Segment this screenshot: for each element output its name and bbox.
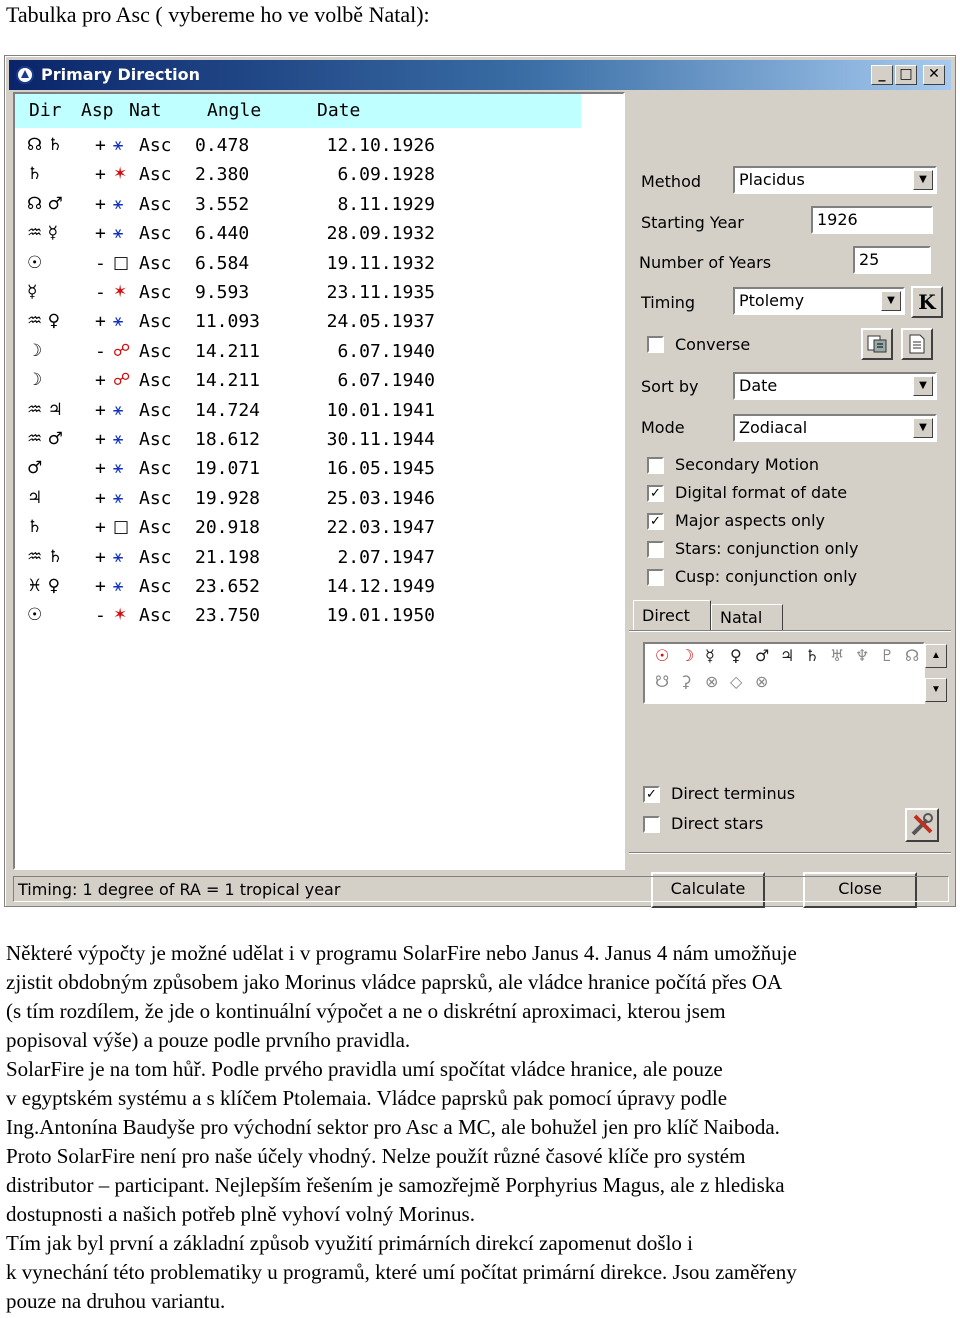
method-label: Method <box>641 172 702 191</box>
nat-cell: Asc <box>139 252 172 274</box>
header-date[interactable]: Date <box>317 100 361 121</box>
list-header <box>15 94 581 128</box>
bottom-divider <box>629 852 951 854</box>
paragraph-line: zjistit obdobným způsobem jako Morinus vládce paprsků, ale vládce hranice počítá přes OA <box>6 970 783 994</box>
dir-cell: ♒ ♄ <box>27 546 63 567</box>
status-bar: Timing: 1 degree of RA = 1 tropical year <box>13 876 949 902</box>
asp-sign-cell: - <box>95 340 106 362</box>
paragraph-line: (s tím rozdílem, že jde o kontinuální výpočet a ne o diskrétní aproximaci, kterou jsem <box>6 999 726 1023</box>
paragraph-line: Proto SolarFire není pro naše účely vhodný. Nelze použít různé časové klíče pro systém <box>6 1144 746 1168</box>
timing-select[interactable] <box>733 287 905 315</box>
date-cell: 12.10.1926 <box>326 135 435 156</box>
angle-cell: 6.440 <box>195 223 250 245</box>
planet-toggle[interactable]: ♀ <box>730 646 742 665</box>
header-nat[interactable]: Nat <box>129 100 162 121</box>
digital-format-label: Digital format of date <box>675 483 848 502</box>
window-title: Primary Direction <box>41 65 200 84</box>
aspect-symbol: ⚹ <box>113 487 124 508</box>
major-aspects-checkbox[interactable]: ✓ <box>647 513 664 530</box>
document-icon <box>905 332 929 356</box>
mode-label: Mode <box>641 418 685 437</box>
date-cell: 6.09.1928 <box>337 164 435 186</box>
scroll-up-button[interactable]: ▲ <box>925 644 947 668</box>
sortby-select[interactable] <box>733 372 937 400</box>
direct-stars-checkbox[interactable] <box>643 816 660 833</box>
settings-panel <box>629 92 951 898</box>
asp-sign-cell: + <box>95 517 106 539</box>
table-row[interactable] <box>15 455 615 484</box>
date-cell: 19.11.1932 <box>326 252 435 274</box>
date-cell: 2.07.1947 <box>337 546 435 568</box>
stars-checkbox[interactable] <box>647 541 664 558</box>
nat-cell: Asc <box>139 487 172 509</box>
asp-sign-cell: + <box>95 576 106 597</box>
cusp-checkbox[interactable] <box>647 569 664 586</box>
converse-checkbox[interactable] <box>647 336 664 353</box>
years-input[interactable] <box>853 246 931 274</box>
angle-cell: 3.552 <box>195 193 250 215</box>
mode-value: Zodiacal <box>739 418 808 437</box>
dir-cell: ☽ <box>27 370 43 391</box>
nat-cell: Asc <box>139 223 172 245</box>
dir-cell: ♃ <box>27 487 43 508</box>
asp-sign-cell: + <box>95 370 106 392</box>
planet-selector[interactable] <box>643 642 925 704</box>
tools-icon <box>909 812 935 838</box>
starting-year-input[interactable] <box>811 206 933 234</box>
table-row[interactable] <box>15 544 615 573</box>
table-row[interactable] <box>15 250 615 279</box>
close-button[interactable]: Close <box>803 872 917 908</box>
angle-cell: 14.724 <box>195 399 261 421</box>
asp-sign-cell: + <box>95 458 106 480</box>
stars-label: Stars: conjunction only <box>675 539 859 558</box>
nat-cell: Asc <box>139 193 172 215</box>
dir-cell: ♂ <box>27 458 43 479</box>
planet-toggle[interactable]: ⊗ <box>705 672 719 691</box>
asp-sign-cell: + <box>95 164 106 186</box>
date-cell: 10.01.1941 <box>326 399 435 421</box>
date-cell: 22.03.1947 <box>326 517 435 539</box>
dir-cell: ☽ <box>27 340 43 361</box>
angle-cell: 6.584 <box>195 252 250 274</box>
nat-cell: Asc <box>139 605 172 627</box>
asp-sign-cell: + <box>95 135 106 156</box>
angle-cell: 20.918 <box>195 517 261 539</box>
aspect-symbol: ✶ <box>113 282 128 302</box>
primary-direction-window <box>4 55 956 907</box>
aspect-symbol: ☍ <box>113 340 131 361</box>
table-row[interactable] <box>15 338 615 367</box>
nat-cell: Asc <box>139 370 172 392</box>
paragraph-line: Tím jak byl první a základní způsob využití primárních direkcí zapomenut došlo i <box>6 1231 693 1255</box>
date-cell: 8.11.1929 <box>337 193 435 215</box>
tab-natal[interactable]: Natal <box>711 604 783 630</box>
planet-toggle[interactable]: ☿ <box>705 646 715 665</box>
aspect-symbol: ⚹ <box>113 399 124 420</box>
paragraph-line: distributor – participant. Nejlepším řešením je samozřejmě Porphyrius Magus, ale z hlediska <box>6 1173 785 1197</box>
angle-cell: 14.211 <box>195 340 261 362</box>
close-window-button[interactable]: ✕ <box>923 65 945 85</box>
table-row[interactable] <box>15 485 615 514</box>
planet-toggle[interactable]: ♇ <box>880 646 895 665</box>
asp-sign-cell: - <box>95 252 106 274</box>
export-icon <box>865 332 889 356</box>
tools-button[interactable] <box>905 808 939 842</box>
dir-cell: ♒ ☿ <box>27 223 59 244</box>
maximize-button[interactable]: □ <box>895 65 917 85</box>
paragraph-line: popisoval výše) a pouze podle prvního pravidla. <box>6 1028 411 1052</box>
timing-value: Ptolemy <box>739 291 805 310</box>
angle-cell: 14.211 <box>195 370 261 392</box>
planet-toggle[interactable]: ◇ <box>730 672 743 691</box>
nat-cell: Asc <box>139 399 172 421</box>
paragraph-line: Ing.Antonína Baudyše pro východní sektor pro Asc a MC, ale bohužel jen pro klíč Naiboda. <box>6 1115 780 1139</box>
asp-sign-cell: + <box>95 487 106 509</box>
direct-terminus-checkbox[interactable]: ✓ <box>643 786 660 803</box>
table-row[interactable] <box>15 426 615 455</box>
table-row[interactable] <box>15 161 615 190</box>
dir-cell: ☉ <box>27 252 43 273</box>
angle-cell: 21.198 <box>195 546 261 568</box>
aspect-symbol: ⚹ <box>113 223 124 244</box>
aspect-symbol: ⚹ <box>113 576 124 596</box>
table-row[interactable] <box>15 514 615 543</box>
table-row[interactable] <box>15 308 615 337</box>
date-cell: 19.01.1950 <box>326 605 435 627</box>
aspect-symbol: ⚹ <box>113 546 124 567</box>
asp-sign-cell: + <box>95 311 106 333</box>
dir-cell: ♒ ♃ <box>27 399 63 420</box>
asp-sign-cell: + <box>95 429 106 450</box>
angle-cell: 23.652 <box>195 576 261 597</box>
aspect-symbol: ⚹ <box>113 311 124 332</box>
angle-cell: 19.071 <box>195 458 261 480</box>
angle-cell: 19.928 <box>195 487 261 509</box>
planet-toggle[interactable]: ♃ <box>780 646 795 665</box>
dir-cell: ☊ ♄ <box>27 135 63 155</box>
starting-year-value: 1926 <box>817 210 858 229</box>
years-label: Number of Years <box>639 253 772 272</box>
directions-list[interactable] <box>13 92 625 870</box>
years-value: 25 <box>859 250 880 269</box>
nat-cell: Asc <box>139 576 172 597</box>
app-icon <box>15 65 35 85</box>
chevron-down-icon[interactable]: ▼ <box>913 376 933 396</box>
paragraph-line: Některé výpočty je možné udělat i v programu SolarFire nebo Janus 4. Janus 4 nám umožňuje <box>6 941 797 965</box>
date-cell: 23.11.1935 <box>326 282 435 303</box>
date-cell: 24.05.1937 <box>326 311 435 333</box>
header-dir[interactable]: Dir <box>29 100 62 121</box>
date-cell: 6.07.1940 <box>337 370 435 392</box>
aspect-symbol: □ <box>113 252 130 273</box>
planet-toggle[interactable]: ⚳ <box>680 672 692 691</box>
table-row[interactable] <box>15 132 615 161</box>
date-cell: 28.09.1932 <box>326 223 435 245</box>
paragraph-line: v egyptském systému a s klíčem Ptolemaia. Vládce paprsků pak pomocí úpravy podle <box>6 1086 728 1110</box>
tab-divider <box>629 630 951 632</box>
date-cell: 16.05.1945 <box>326 458 435 480</box>
aspect-symbol: ⚹ <box>113 193 124 214</box>
dir-cell: ☿ <box>27 282 38 302</box>
scroll-down-button[interactable]: ▼ <box>925 678 947 702</box>
nat-cell: Asc <box>139 458 172 480</box>
cusp-label: Cusp: conjunction only <box>675 567 858 586</box>
asp-sign-cell: - <box>95 282 106 303</box>
sortby-label: Sort by <box>641 377 699 396</box>
mode-select[interactable] <box>733 414 937 442</box>
aspect-symbol: ☍ <box>113 370 131 391</box>
aspect-symbol: ⚹ <box>113 429 124 449</box>
paragraph-line: pouze na druhou variantu. <box>6 1289 226 1313</box>
chevron-down-icon[interactable]: ▼ <box>913 170 933 190</box>
document-button[interactable] <box>901 328 933 360</box>
planet-toggle[interactable]: ♅ <box>830 646 845 665</box>
direct-terminus-label: Direct terminus <box>671 784 796 803</box>
angle-cell: 23.750 <box>195 605 261 627</box>
date-cell: 14.12.1949 <box>326 576 435 597</box>
asp-sign-cell: + <box>95 193 106 215</box>
nat-cell: Asc <box>139 135 172 156</box>
method-select[interactable] <box>733 166 937 194</box>
export-button[interactable] <box>861 328 893 360</box>
table-row[interactable] <box>15 602 615 631</box>
aspect-symbol: ✶ <box>113 164 128 185</box>
angle-cell: 0.478 <box>195 135 250 156</box>
table-row[interactable] <box>15 573 615 602</box>
planet-toggle[interactable]: ♄ <box>805 646 820 665</box>
planet-toggle[interactable]: ⊗ <box>755 672 769 691</box>
angle-cell: 18.612 <box>195 429 261 450</box>
dir-cell: ♄ <box>27 164 43 185</box>
date-cell: 25.03.1946 <box>326 487 435 509</box>
planet-toggle[interactable]: ☉ <box>655 646 670 665</box>
converse-label: Converse <box>675 335 751 354</box>
paragraph-line: k vynechání této problematiky u programů, které umí počítat primární direkce. Jsou zaměřeny <box>6 1260 797 1284</box>
asp-sign-cell: - <box>95 605 106 627</box>
chevron-down-icon[interactable]: ▼ <box>913 418 933 438</box>
dir-cell: ♓ ♀ <box>27 576 61 596</box>
table-row[interactable] <box>15 220 615 249</box>
table-row[interactable] <box>15 191 615 220</box>
header-angle[interactable]: Angle <box>207 100 262 121</box>
asp-sign-cell: + <box>95 223 106 245</box>
table-row[interactable] <box>15 367 615 396</box>
paragraph-line: SolarFire je na tom hůř. Podle prvého pravidla umí spočítat vládce hranice, ale pouze <box>6 1057 723 1081</box>
planet-toggle[interactable]: ♆ <box>855 646 870 665</box>
table-row[interactable] <box>15 279 615 308</box>
asp-sign-cell: + <box>95 546 106 568</box>
aspect-symbol: ✶ <box>113 605 128 626</box>
aspect-symbol: ⚹ <box>113 458 124 479</box>
calculate-button[interactable]: Calculate <box>651 872 765 908</box>
nat-cell: Asc <box>139 311 172 333</box>
timing-label: Timing <box>641 293 696 312</box>
chevron-down-icon[interactable]: ▼ <box>881 291 901 311</box>
date-cell: 30.11.1944 <box>326 429 435 450</box>
k-button[interactable]: K <box>911 286 943 318</box>
dir-cell: ♒ ♂ <box>27 429 63 449</box>
planet-toggle[interactable]: ☽ <box>680 646 695 665</box>
digital-format-checkbox[interactable]: ✓ <box>647 485 664 502</box>
dir-cell: ♄ <box>27 517 43 538</box>
method-value: Placidus <box>739 170 805 189</box>
angle-cell: 2.380 <box>195 164 250 186</box>
dir-cell: ☉ <box>27 605 43 626</box>
angle-cell: 11.093 <box>195 311 261 333</box>
aspect-symbol: ⚹ <box>113 135 124 155</box>
nat-cell: Asc <box>139 517 172 539</box>
angle-cell: 9.593 <box>195 282 250 303</box>
starting-year-label: Starting Year <box>641 213 744 232</box>
nat-cell: Asc <box>139 429 172 450</box>
nat-cell: Asc <box>139 340 172 362</box>
header-asp[interactable]: Asp <box>81 100 114 121</box>
planet-toggle[interactable]: ☊ <box>905 646 920 665</box>
secondary-motion-checkbox[interactable] <box>647 457 664 474</box>
direct-stars-label: Direct stars <box>671 814 764 833</box>
minimize-button[interactable]: _ <box>871 65 893 85</box>
nat-cell: Asc <box>139 546 172 568</box>
major-aspects-label: Major aspects only <box>675 511 825 530</box>
sortby-value: Date <box>739 376 778 395</box>
paragraph-line: dostupnosti a našich potřeb plně vyhoví volný Morinus. <box>6 1202 475 1226</box>
title-bar[interactable] <box>9 60 951 90</box>
tab-direct[interactable]: Direct <box>633 600 711 630</box>
dir-cell: ☊ ♂ <box>27 193 63 214</box>
nat-cell: Asc <box>139 282 172 303</box>
planet-toggle[interactable]: ☋ <box>655 672 670 691</box>
page-heading: Tabulka pro Asc ( vybereme ho ve volbě Natal): <box>6 2 430 27</box>
asp-sign-cell: + <box>95 399 106 421</box>
aspect-symbol: □ <box>113 517 130 538</box>
planet-toggle[interactable]: ♂ <box>755 646 770 665</box>
date-cell: 6.07.1940 <box>337 340 435 362</box>
nat-cell: Asc <box>139 164 172 186</box>
secondary-motion-label: Secondary Motion <box>675 455 820 474</box>
dir-cell: ♒ ♀ <box>27 311 61 332</box>
table-row[interactable] <box>15 397 615 426</box>
